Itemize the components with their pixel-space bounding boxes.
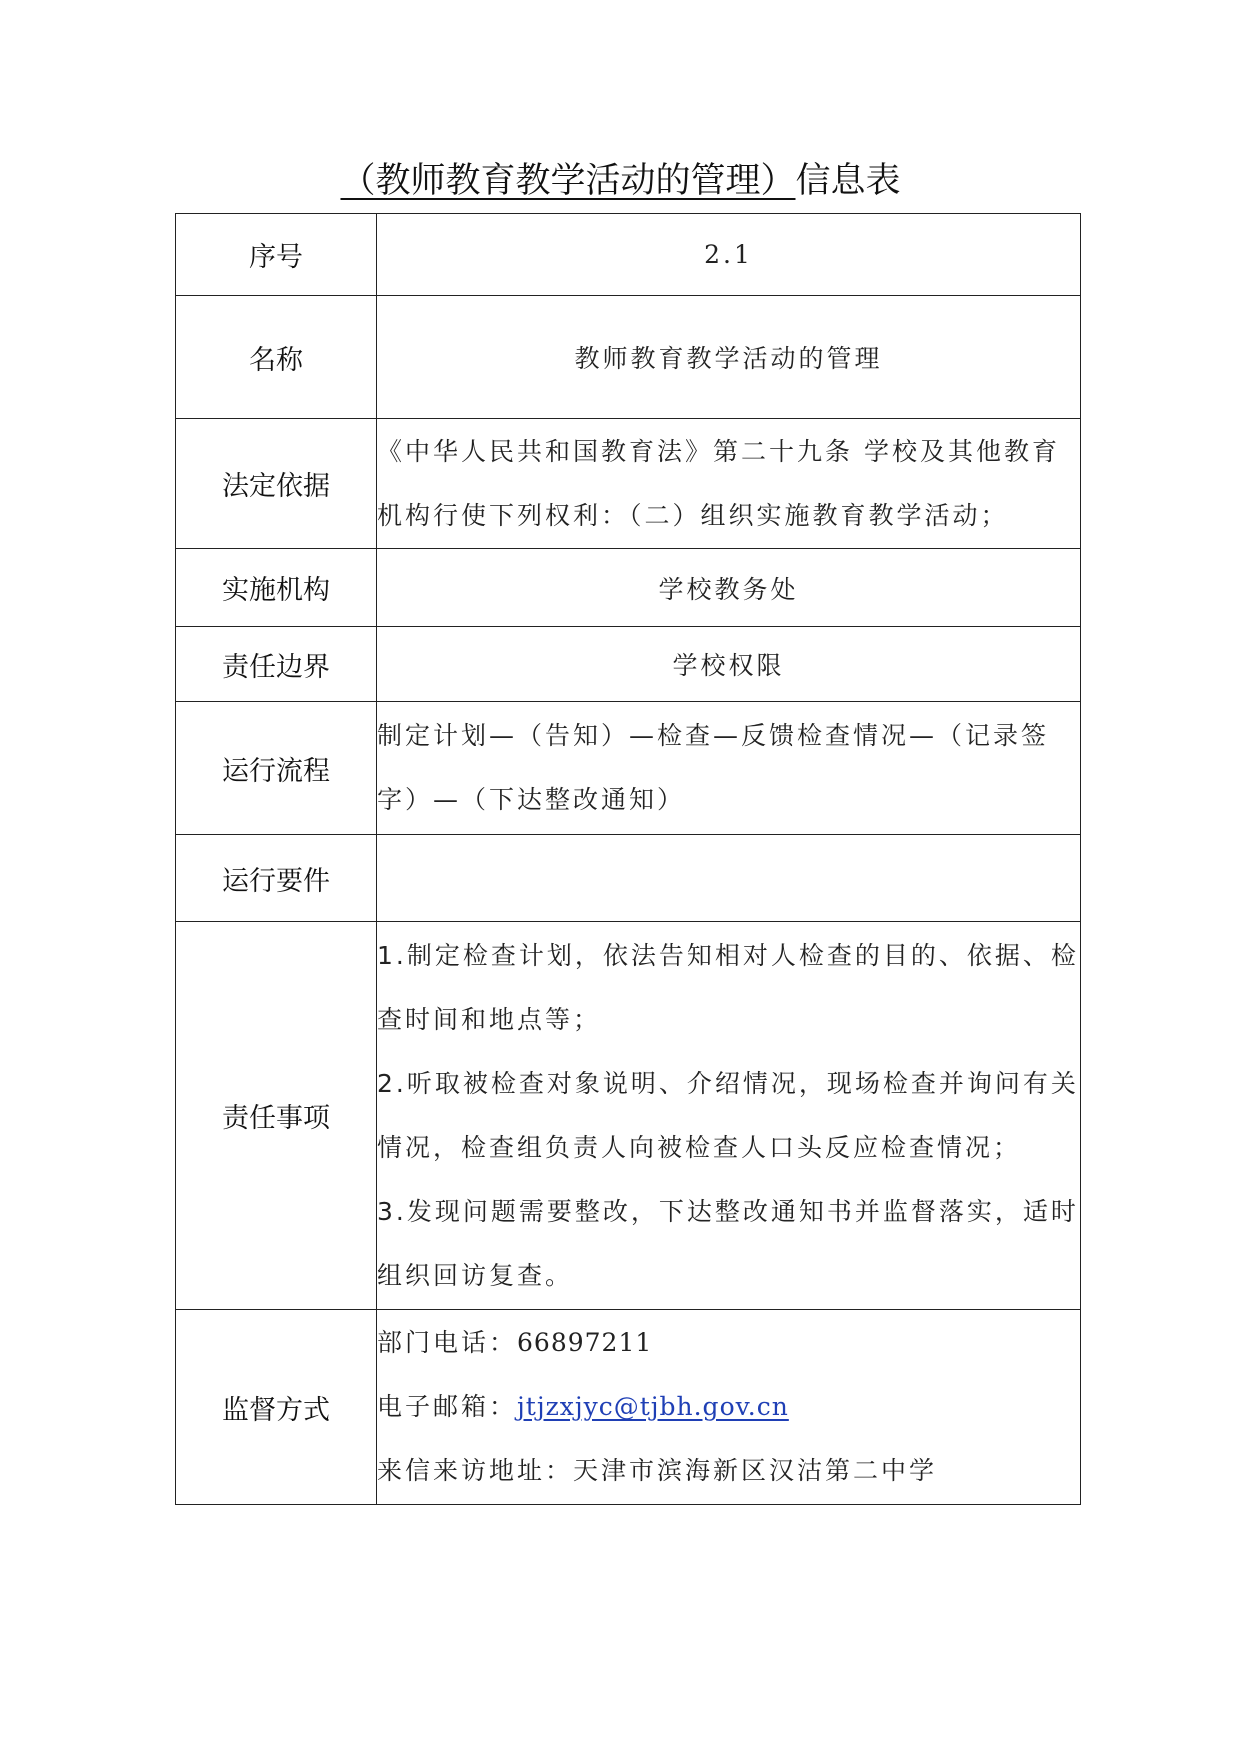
row-process [176,702,1081,835]
row-serial [176,214,1081,296]
document-title-suffix: 信息表 [795,161,901,201]
address-label: 来信来访地址： [377,1456,574,1485]
responsibility-item: 3.发现问题需要整改，下达整改通知书并监督落实，适时组织回访复查。 [377,1196,1079,1290]
document-title-prefix: （教师教育教学活动的管理） [340,161,796,201]
row-name [176,296,1081,419]
name-value: 教师教育教学活动的管理 [377,296,1081,419]
responsibility-item: 1.制定检查计划，依法告知相对人检查的目的、依据、检查时间和地点等； [377,940,1079,1034]
row-supervision [176,1310,1081,1505]
responsibility-boundary-label: 责任边界 [176,627,377,702]
email-link[interactable]: jtjzxjyc@tjbh.gov.cn [517,1392,789,1421]
email-label: 电子邮箱： [377,1392,518,1421]
row-responsibilities [176,922,1081,1310]
row-legal-basis [176,419,1081,549]
serial-label: 序号 [176,214,377,296]
info-table [175,213,1081,1505]
requirements-label: 运行要件 [176,835,377,922]
process-value: 制定计划—（告知）—检查—反馈检查情况—（记录签字）—（下达整改通知） [377,702,1081,835]
document-title [0,157,1241,205]
responsibilities-value [377,922,1081,1310]
legal-basis-value: 《中华人民共和国教育法》第二十九条 学校及其他教育机构行使下列权利：（二）组织实施教育教学活动； [377,419,1081,549]
legal-basis-label: 法定依据 [176,419,377,549]
name-label: 名称 [176,296,377,419]
phone-number: 66897211 [517,1328,653,1357]
implementing-body-value: 学校教务处 [377,549,1081,627]
phone-label: 部门电话： [377,1328,518,1357]
responsibility-item: 2.听取被检查对象说明、介绍情况，现场检查并询问有关情况，检查组负责人向被检查人口头反应检查情况； [377,1068,1079,1162]
row-implementing-body [176,549,1081,627]
row-requirements [176,835,1081,922]
process-label: 运行流程 [176,702,377,835]
responsibilities-label: 责任事项 [176,922,377,1310]
supervision-value [377,1310,1081,1505]
row-responsibility-boundary [176,627,1081,702]
serial-value: 2.1 [377,214,1081,296]
supervision-phone-line [377,1311,1080,1375]
supervision-address-line [377,1439,1080,1503]
address-value: 天津市滨海新区汉沽第二中学 [573,1456,938,1485]
responsibility-boundary-value: 学校权限 [377,627,1081,702]
supervision-label: 监督方式 [176,1310,377,1505]
supervision-email-line [377,1375,1080,1439]
implementing-body-label: 实施机构 [176,549,377,627]
requirements-value [377,835,1081,922]
